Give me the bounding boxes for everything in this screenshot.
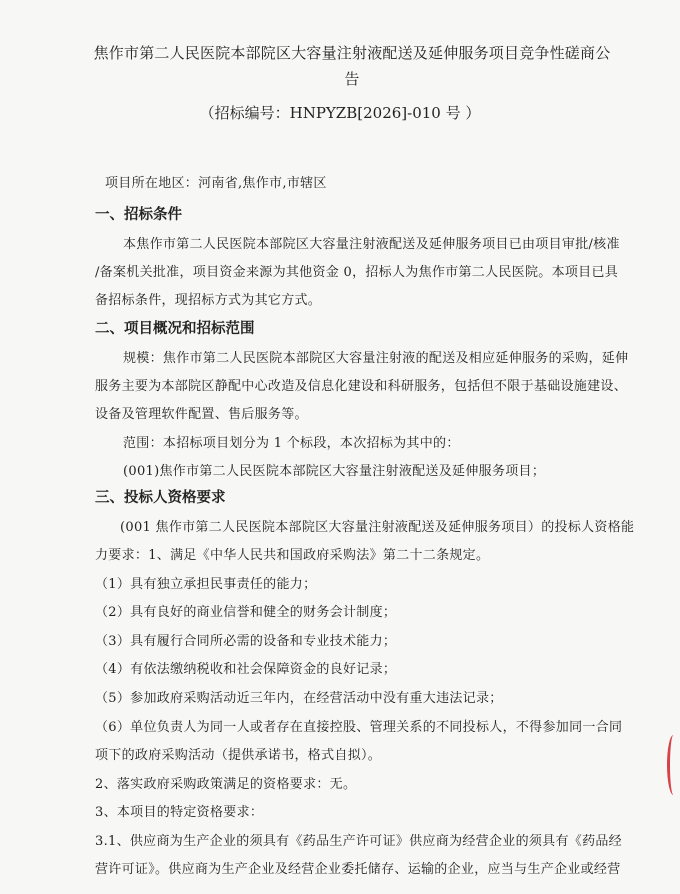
section-2-line: (001)焦作市第二人民医院本部院区大容量注射液配送及延伸服务项目； xyxy=(123,464,546,479)
section-3-line: 2、落实政府采购政策满足的资格要求：无。 xyxy=(95,777,357,792)
red-seal-mark xyxy=(667,735,680,795)
section-2-line: 服务主要为本部院区静配中心改造及信息化建设和科研服务，包括但不限于基础设施建设、 xyxy=(95,379,628,394)
section-3-line: （2）具有良好的商业信誉和健全的财务会计制度； xyxy=(95,605,397,620)
section-3-line: (001 焦作市第二人民医院本部院区大容量注射液配送及延伸服务项目）的投标人资格能 xyxy=(120,520,635,535)
section-3-line: （4）有依法缴纳税收和社会保障资金的良好记录； xyxy=(95,662,397,677)
section-3-line: 营许可证》。供应商为生产企业及经营企业委托储存、运输的企业，应当与生产企业或经营 xyxy=(95,862,621,877)
document-title: 焦作市第二人民医院本部院区大容量注射液配送及延伸服务项目竞争性磋商公告 xyxy=(93,44,611,88)
section-1-line: /备案机关批准，项目资金来源为其他资金 0，招标人为焦作市第二人民医院。本项目已具 xyxy=(95,265,619,280)
section-1-line: 本焦作市第二人民医院本部院区大容量注射液配送及延伸服务项目已由项目审批/核准 xyxy=(123,237,620,252)
section-3-heading: 三、投标人资格要求 xyxy=(95,490,226,506)
section-1-line: 备招标条件，现招标方式为其它方式。 xyxy=(95,293,322,308)
section-2-line: 规模：焦作市第二人民医院本部院区大容量注射液的配送及相应延伸服务的采购，延伸 xyxy=(123,351,629,366)
section-1-heading: 一、招标条件 xyxy=(95,207,182,223)
section-2-heading: 二、项目概况和招标范围 xyxy=(95,321,255,337)
section-2-line: 范围：本招标项目划分为 1 个标段，本次招标为其中的： xyxy=(123,436,460,451)
section-3-line: 3.1、供应商为生产企业的须具有《药品生产许可证》供应商为经营企业的须具有《药品经 xyxy=(95,834,622,849)
section-3-line: （5）参加政府采购活动近三年内，在经营活动中没有重大违法记录； xyxy=(95,691,503,706)
bid-number: （招标编号：HNPYZB[2026]-010 号 ） xyxy=(199,104,481,122)
section-3-line: （3）具有履行合同所必需的设备和专业技术能力； xyxy=(95,634,397,649)
project-location: 项目所在地区：河南省,焦作市,市辖区 xyxy=(105,176,327,191)
section-3-line: 项下的政府采购活动（提供承诺书，格式自拟）。 xyxy=(95,748,382,763)
section-3-line: 3、本项目的特定资格要求： xyxy=(95,805,264,820)
section-3-line: （1）具有独立承担民事责任的能力； xyxy=(95,577,317,592)
section-2-line: 设备及管理软件配置、售后服务等。 xyxy=(95,407,308,422)
section-3-line: （6）单位负责人为同一人或者存在直接控股、管理关系的不同投标人，不得参加同一合同 xyxy=(95,720,623,735)
section-3-line: 力要求：1、满足《中华人民共和国政府采购法》第二十二条规定。 xyxy=(95,548,490,563)
